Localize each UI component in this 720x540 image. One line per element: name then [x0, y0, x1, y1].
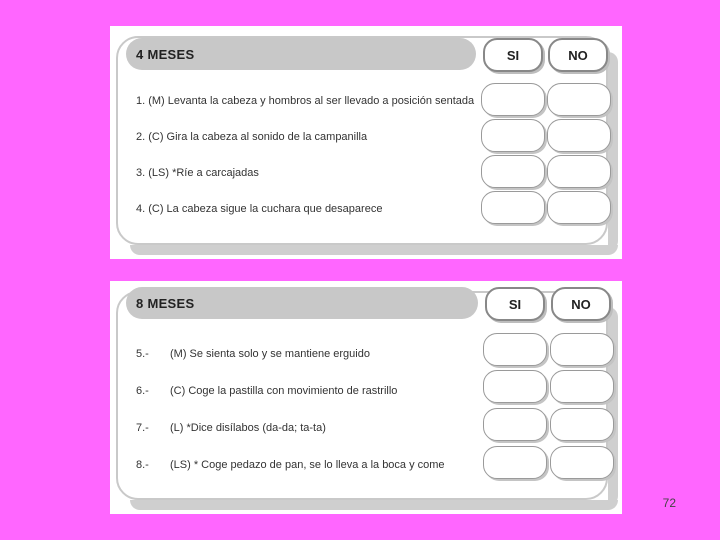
- si-answer-box[interactable]: [483, 446, 547, 479]
- item-number: 6.-: [136, 385, 149, 397]
- milestone-item: 3. (LS) *Ríe a carcajadas: [136, 167, 259, 179]
- milestone-item: (C) Coge la pastilla con movimiento de rastrillo: [170, 385, 398, 397]
- item-number: 8.-: [136, 459, 149, 471]
- no-header: NO: [551, 287, 611, 321]
- section-title-bar: [126, 287, 478, 319]
- item-number: 7.-: [136, 422, 149, 434]
- si-answer-box[interactable]: [483, 333, 547, 366]
- no-answer-box[interactable]: [547, 155, 611, 188]
- milestone-item: (M) Se sienta solo y se mantiene erguido: [170, 348, 370, 360]
- no-answer-box[interactable]: [550, 370, 614, 403]
- no-answer-box[interactable]: [550, 446, 614, 479]
- si-answer-box[interactable]: [481, 191, 545, 224]
- si-answer-box[interactable]: [481, 119, 545, 152]
- no-answer-box[interactable]: [547, 191, 611, 224]
- item-number: 5.-: [136, 348, 149, 360]
- milestone-item: 4. (C) La cabeza sigue la cuchara que desaparece: [136, 203, 383, 215]
- si-answer-box[interactable]: [483, 370, 547, 403]
- si-header: SI: [483, 38, 543, 72]
- no-answer-box[interactable]: [550, 408, 614, 441]
- no-answer-box[interactable]: [550, 333, 614, 366]
- no-answer-box[interactable]: [547, 83, 611, 116]
- card-shadow: [130, 245, 618, 255]
- si-answer-box[interactable]: [483, 408, 547, 441]
- card-shadow: [608, 52, 618, 251]
- milestone-item: (L) *Dice disílabos (da-da; ta-ta): [170, 422, 326, 434]
- section-title: 4 MESES: [136, 46, 195, 62]
- milestone-item: (LS) * Coge pedazo de pan, se lo lleva a la boca y come: [170, 459, 445, 471]
- no-header: NO: [548, 38, 608, 72]
- si-answer-box[interactable]: [481, 83, 545, 116]
- section-4-meses-card: [110, 26, 622, 259]
- si-answer-box[interactable]: [481, 155, 545, 188]
- page-number: 72: [662, 496, 676, 510]
- card-shadow: [130, 500, 618, 510]
- section-title: 8 MESES: [136, 295, 195, 311]
- section-title-bar: [126, 38, 476, 70]
- si-header: SI: [485, 287, 545, 321]
- no-answer-box[interactable]: [547, 119, 611, 152]
- milestone-item: 2. (C) Gira la cabeza al sonido de la campanilla: [136, 131, 368, 143]
- milestone-item: 1. (M) Levanta la cabeza y hombros al ser llevado a posición sentada: [136, 95, 475, 107]
- section-8-meses-card: [110, 281, 622, 514]
